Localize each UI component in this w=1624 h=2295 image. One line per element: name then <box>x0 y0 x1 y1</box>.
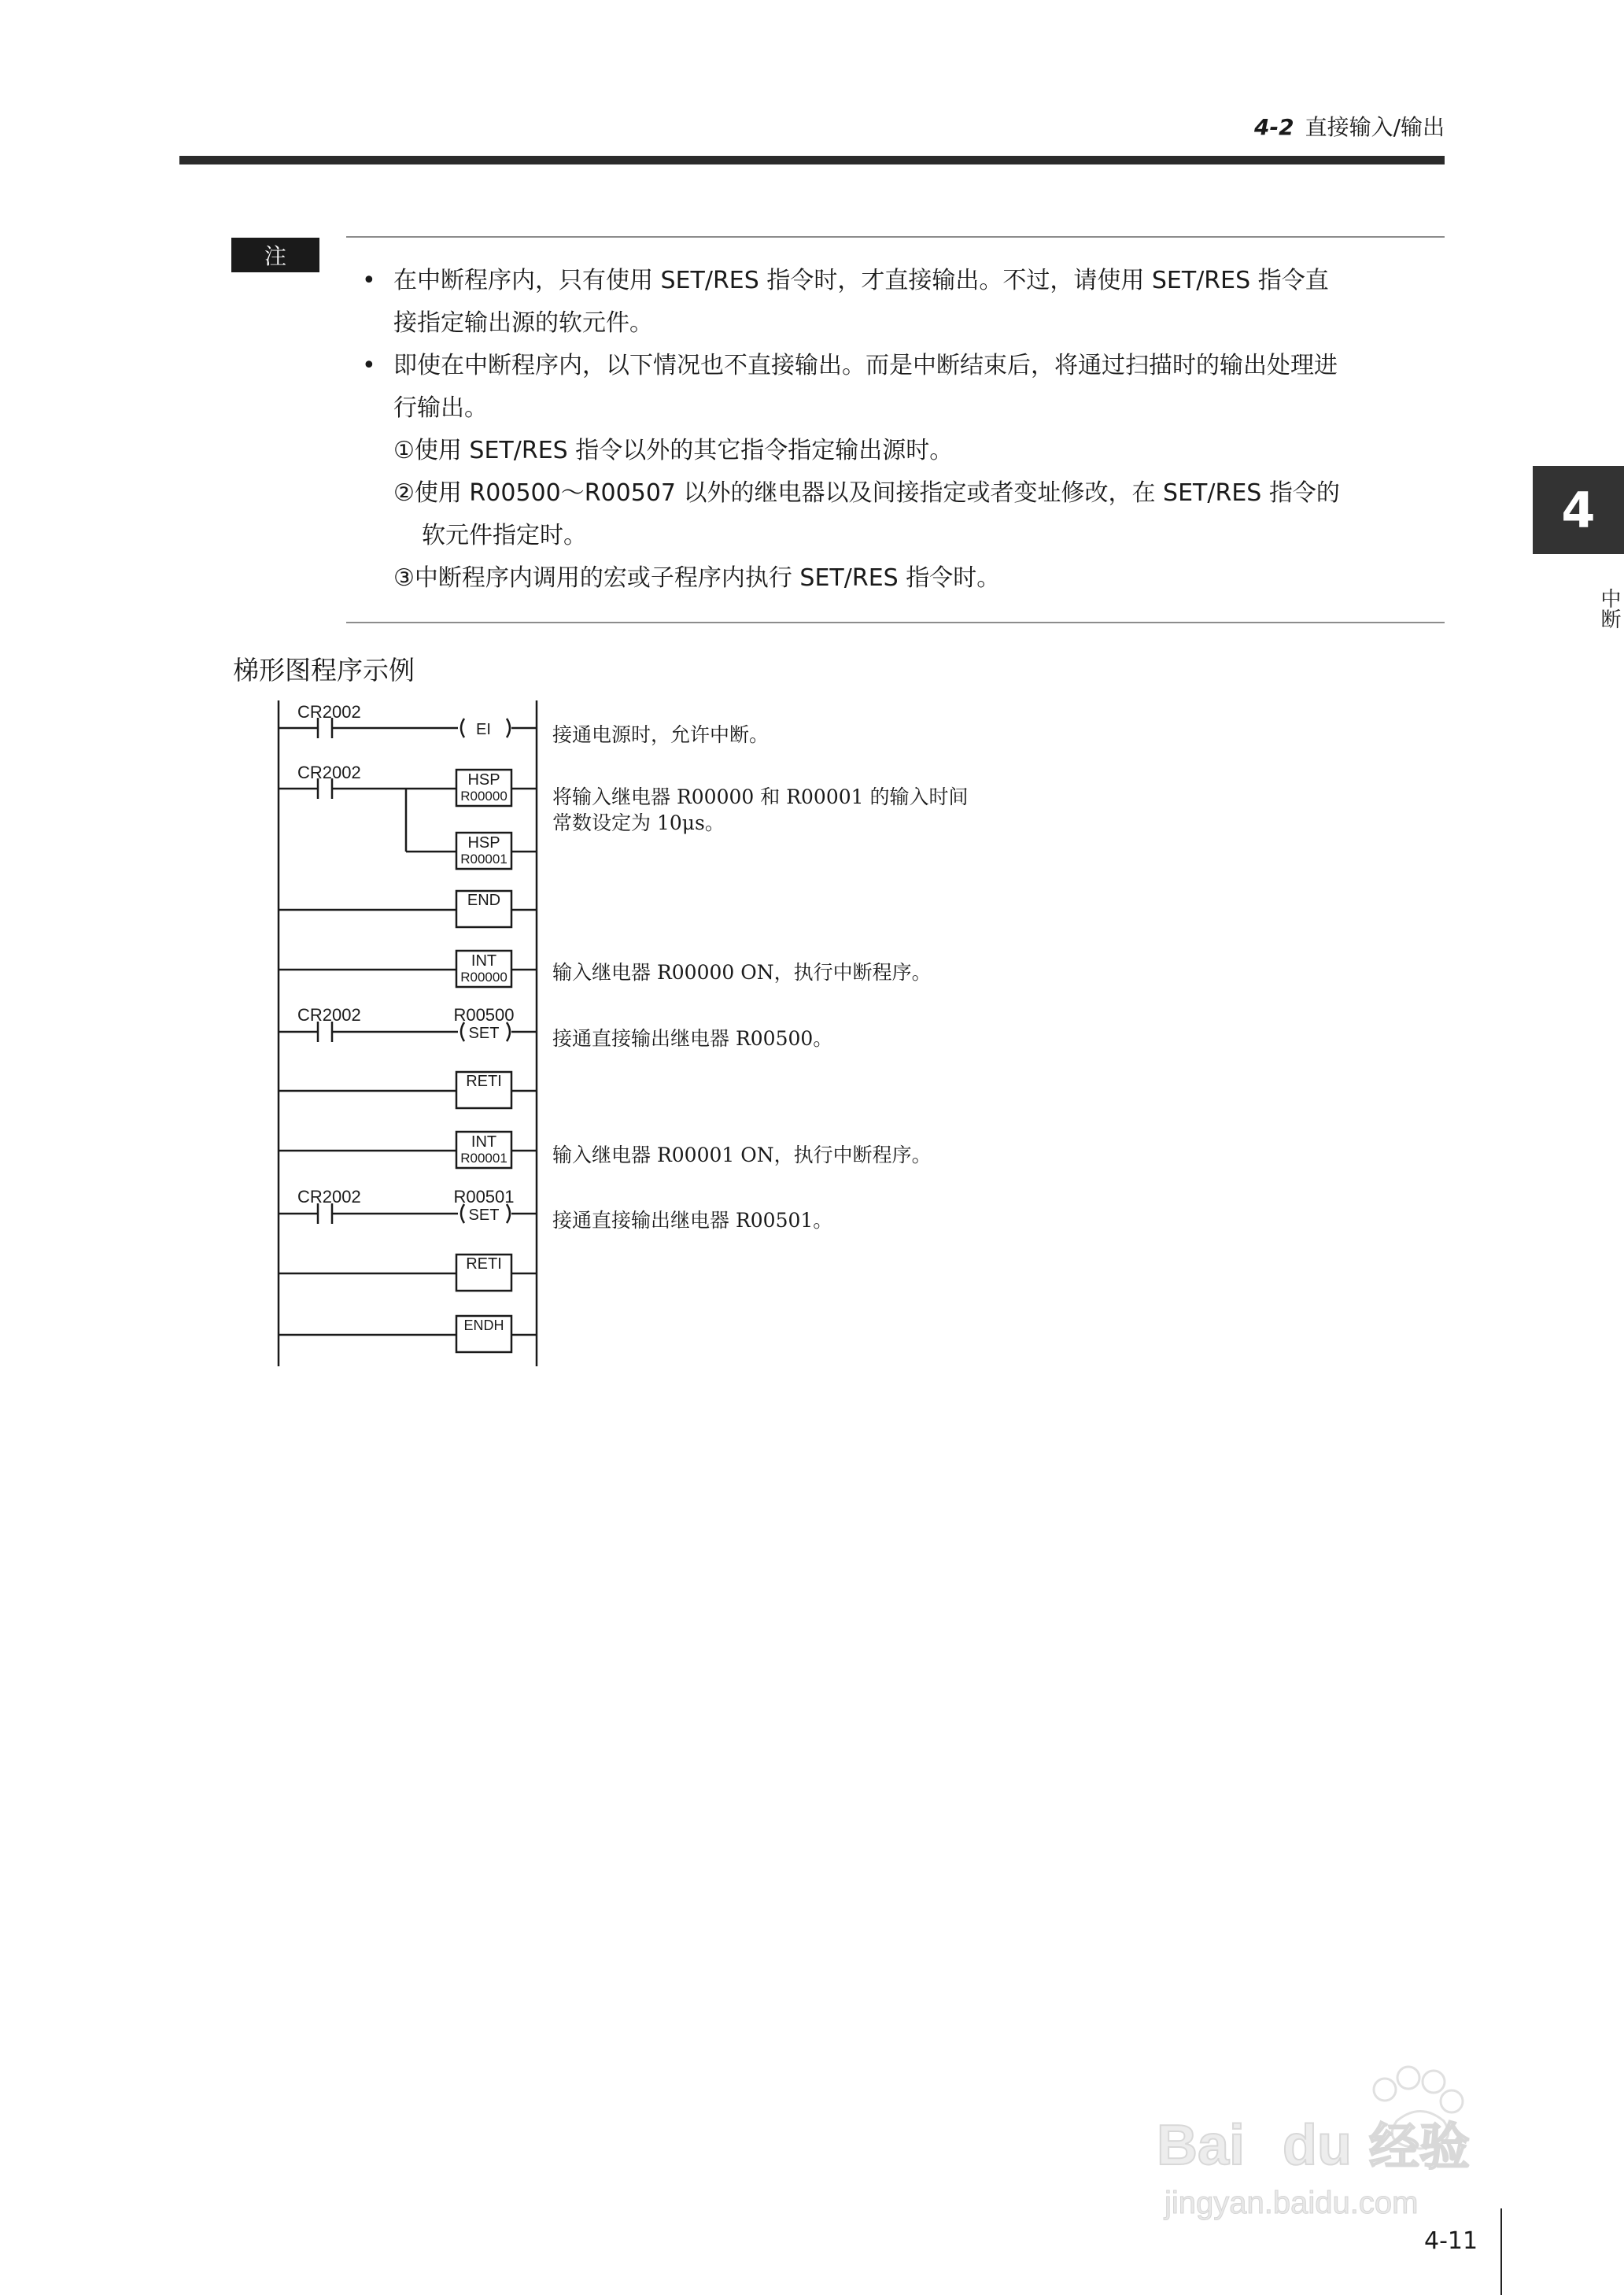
note-badge: 注 <box>231 238 319 272</box>
svg-text:Bai: Bai <box>1157 2114 1246 2177</box>
int-label: INT <box>471 1133 497 1151</box>
contact-label: CR2002 <box>297 763 361 782</box>
set-label: SET <box>468 1025 500 1042</box>
contact-label: CR2002 <box>297 702 361 722</box>
comment-int-1: 输入继电器 R00000 ON，执行中断程序。 <box>552 961 932 984</box>
note-item: ②使用 R00500～R00507 以外的继电器以及间接指定或者变址修改，在 SET/RES 指令的 <box>393 479 1340 507</box>
reti-label: RETI <box>466 1255 502 1273</box>
svg-text:du: du <box>1283 2114 1352 2177</box>
comment-set-1: 接通直接输出继电器 R00500。 <box>552 1027 833 1050</box>
comment-int-2: 输入继电器 R00001 ON，执行中断程序。 <box>552 1144 932 1166</box>
note-line: 行输出。 <box>393 394 488 422</box>
page-number: 4-11 <box>1424 2227 1478 2255</box>
bullet-dot: • <box>362 352 376 379</box>
comment-hsp-line2: 常数设定为 10μs。 <box>552 811 725 834</box>
note-line: 接指定输出源的软元件。 <box>393 309 653 337</box>
contact-label: CR2002 <box>297 1187 361 1207</box>
int-operand: R00000 <box>460 970 507 985</box>
hsp-operand: R00000 <box>460 789 507 804</box>
set-label: SET <box>468 1207 500 1224</box>
hsp-label: HSP <box>467 834 500 852</box>
hsp-label: HSP <box>467 771 500 789</box>
coil-right-bracket <box>507 719 510 737</box>
int-operand: R00001 <box>460 1151 507 1166</box>
svg-text:经验: 经验 <box>1369 2119 1470 2175</box>
bullet-dot: • <box>362 267 376 294</box>
comment-hsp-line1: 将输入继电器 R00000 和 R00001 的输入时间 <box>552 785 969 808</box>
set-operand: R00500 <box>453 1005 515 1025</box>
comment-set-2: 接通直接输出继电器 R00501。 <box>552 1209 833 1232</box>
end-label: END <box>467 892 501 909</box>
svg-text:jingyan.baidu.com: jingyan.baidu.com <box>1164 2186 1419 2220</box>
int-label: INT <box>471 952 497 970</box>
section-label: 梯形图程序示例 <box>233 655 415 686</box>
coil-left-bracket <box>461 719 464 737</box>
note-item: ③中断程序内调用的宏或子程序内执行 SET/RES 指令时。 <box>393 564 1001 592</box>
note-item: ①使用 SET/RES 指令以外的其它指令指定输出源时。 <box>393 437 954 464</box>
chapter-tab-caption: 中断 <box>1597 588 1621 629</box>
hsp-operand: R00001 <box>460 852 507 867</box>
comment-ei: 接通电源时，允许中断。 <box>552 723 770 746</box>
endh-label: ENDH <box>463 1318 504 1333</box>
note-line: 即使在中断程序内，以下情况也不直接输出。而是中断结束后，将通过扫描时的输出处理进 <box>393 352 1338 379</box>
ei-label: EI <box>476 721 491 738</box>
note-line: 在中断程序内，只有使用 SET/RES 指令时，才直接输出。不过，请使用 SET/RES 指令直 <box>393 267 1329 294</box>
section-number: 4-2 <box>1253 114 1294 140</box>
chapter-tab: 4 <box>1533 466 1624 554</box>
footer-rule <box>1500 2208 1502 2295</box>
section-title: 直接输入/输出 <box>1305 114 1445 140</box>
reti-label: RETI <box>466 1073 502 1090</box>
baidu-watermark-logo <box>1149 2046 1542 2227</box>
note-item-continuation: 软元件指定时。 <box>422 522 587 549</box>
set-operand: R00501 <box>453 1187 515 1207</box>
contact-label: CR2002 <box>297 1005 361 1025</box>
